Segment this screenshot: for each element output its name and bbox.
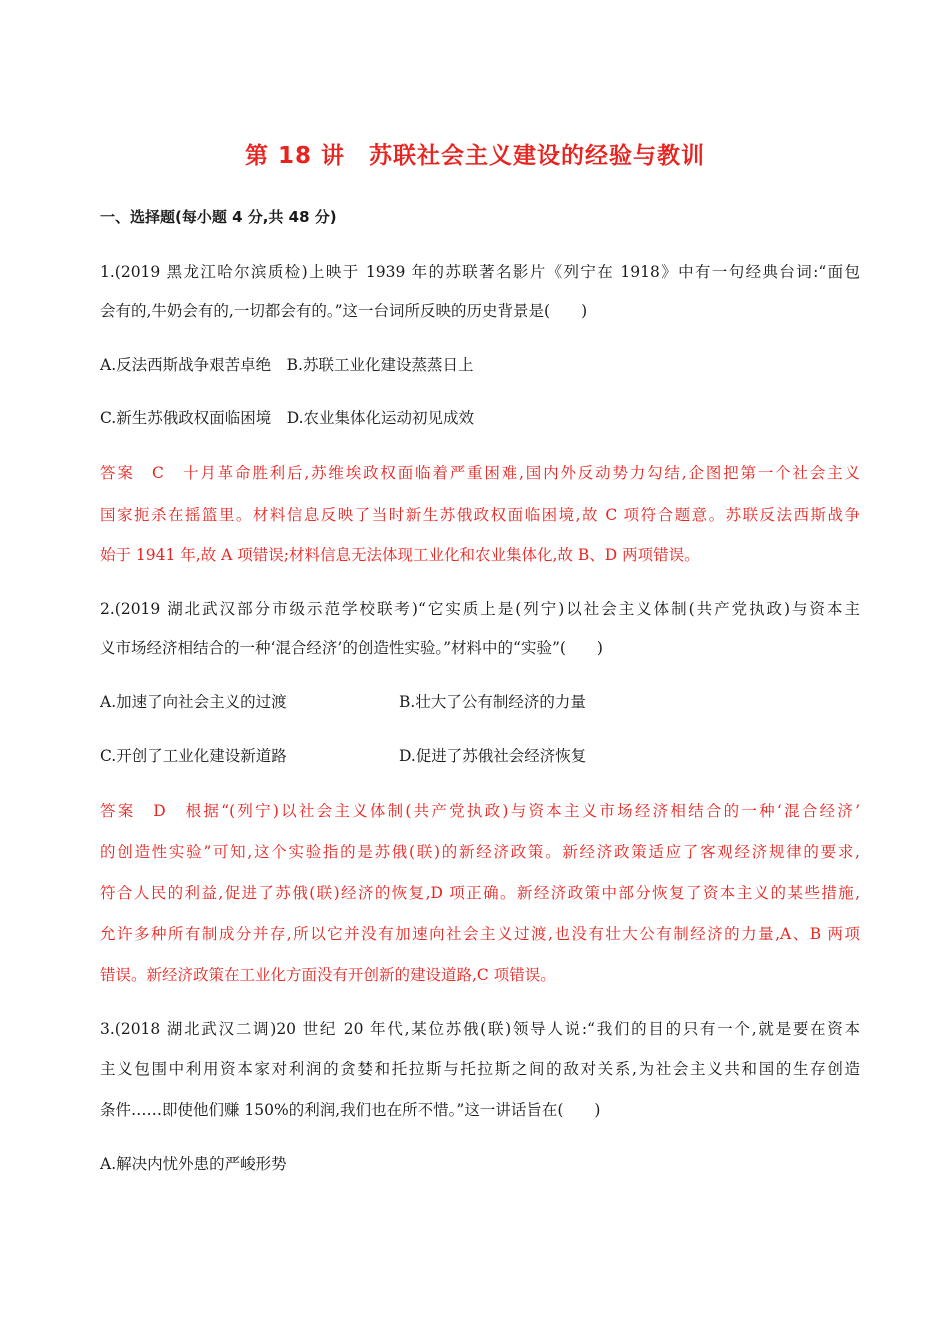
q1-answer-line-3: 始于 1941 年,故 A 项错误;材料信息无法体现工业化和农业集体化,故 B、D 两项错误。 (100, 546, 700, 564)
q1-answer-line-1: 答案 C 十月革命胜利后,苏维埃政权面临着严重困难,国内外反动势力勾结,企图把第一个社会主义 (100, 464, 860, 482)
q2-answer-line-5: 错误。新经济政策在工业化方面没有开创新的建设道路,C 项错误。 (100, 966, 556, 984)
q2-answer-line-3: 符合人民的利益,促进了苏俄(联)经济的恢复,D 项正确。新经济政策中部分恢复了资本主义的某些措施, (100, 884, 860, 902)
q2-stem-line-2: 义市场经济相结合的一种‘混合经济’的创造性实验。”材料中的“实验”( ) (100, 639, 603, 657)
q2-answer-line-4: 允许多种所有制成分并存,所以它并没有加速向社会主义过渡,也没有壮大公有制经济的力量,A、B 两项 (100, 925, 860, 943)
q3-stem-line-3: 条件……即使他们赚 150%的利润,我们也在所不惜。”这一讲话旨在( ) (100, 1101, 601, 1119)
q2-option-d: D.促进了苏俄社会经济恢复 (399, 747, 587, 765)
q1-options-ab: A.反法西斯战争艰苦卓绝 B.苏联工业化建设蒸蒸日上 (100, 356, 474, 374)
q1-stem-line-1: 1.(2019 黑龙江哈尔滨质检)上映于 1939 年的苏联著名影片《列宁在 1918》中有一句经典台词:“面包 (100, 263, 860, 281)
q1-options-cd: C.新生苏俄政权面临困境 D.农业集体化运动初见成效 (100, 409, 475, 427)
q2-option-b: B.壮大了公有制经济的力量 (399, 693, 586, 711)
q2-option-c: C.开创了工业化建设新道路 (100, 747, 287, 765)
q2-answer-line-1: 答案 D 根据“(列宁)以社会主义体制(共产党执政)与资本主义市场经济相结合的一种‘混合经济’ (100, 802, 860, 820)
q3-stem-line-1: 3.(2018 湖北武汉二调)20 世纪 20 年代,某位苏俄(联)领导人说:“我们的目的只有一个,就是要在资本 (100, 1020, 860, 1038)
page-title: 第 18 讲 苏联社会主义建设的经验与教训 (244, 143, 706, 169)
q2-stem-line-1: 2.(2019 湖北武汉部分市级示范学校联考)“它实质上是(列宁)以社会主义体制(共产党执政)与资本主 (100, 600, 860, 618)
section-heading: 一、选择题(每小题 4 分,共 48 分) (100, 208, 337, 226)
q3-stem-line-2: 主义包围中利用资本家对利润的贪婪和托拉斯与托拉斯之间的敌对关系,为社会主义共和国的生存创造 (100, 1060, 860, 1078)
q1-stem-line-2: 会有的,牛奶会有的,一切都会有的。”这一台词所反映的历史背景是( ) (100, 302, 588, 320)
q1-answer-line-2: 国家扼杀在摇篮里。材料信息反映了当时新生苏俄政权面临困境,故 C 项符合题意。苏联反法西斯战争 (100, 506, 860, 524)
q2-answer-line-2: 的创造性实验”可知,这个实验指的是苏俄(联)的新经济政策。新经济政策适应了客观经济规律的要求, (100, 843, 860, 861)
q3-option-a: A.解决内忧外患的严峻形势 (100, 1155, 287, 1173)
q2-option-a: A.加速了向社会主义的过渡 (100, 693, 287, 711)
